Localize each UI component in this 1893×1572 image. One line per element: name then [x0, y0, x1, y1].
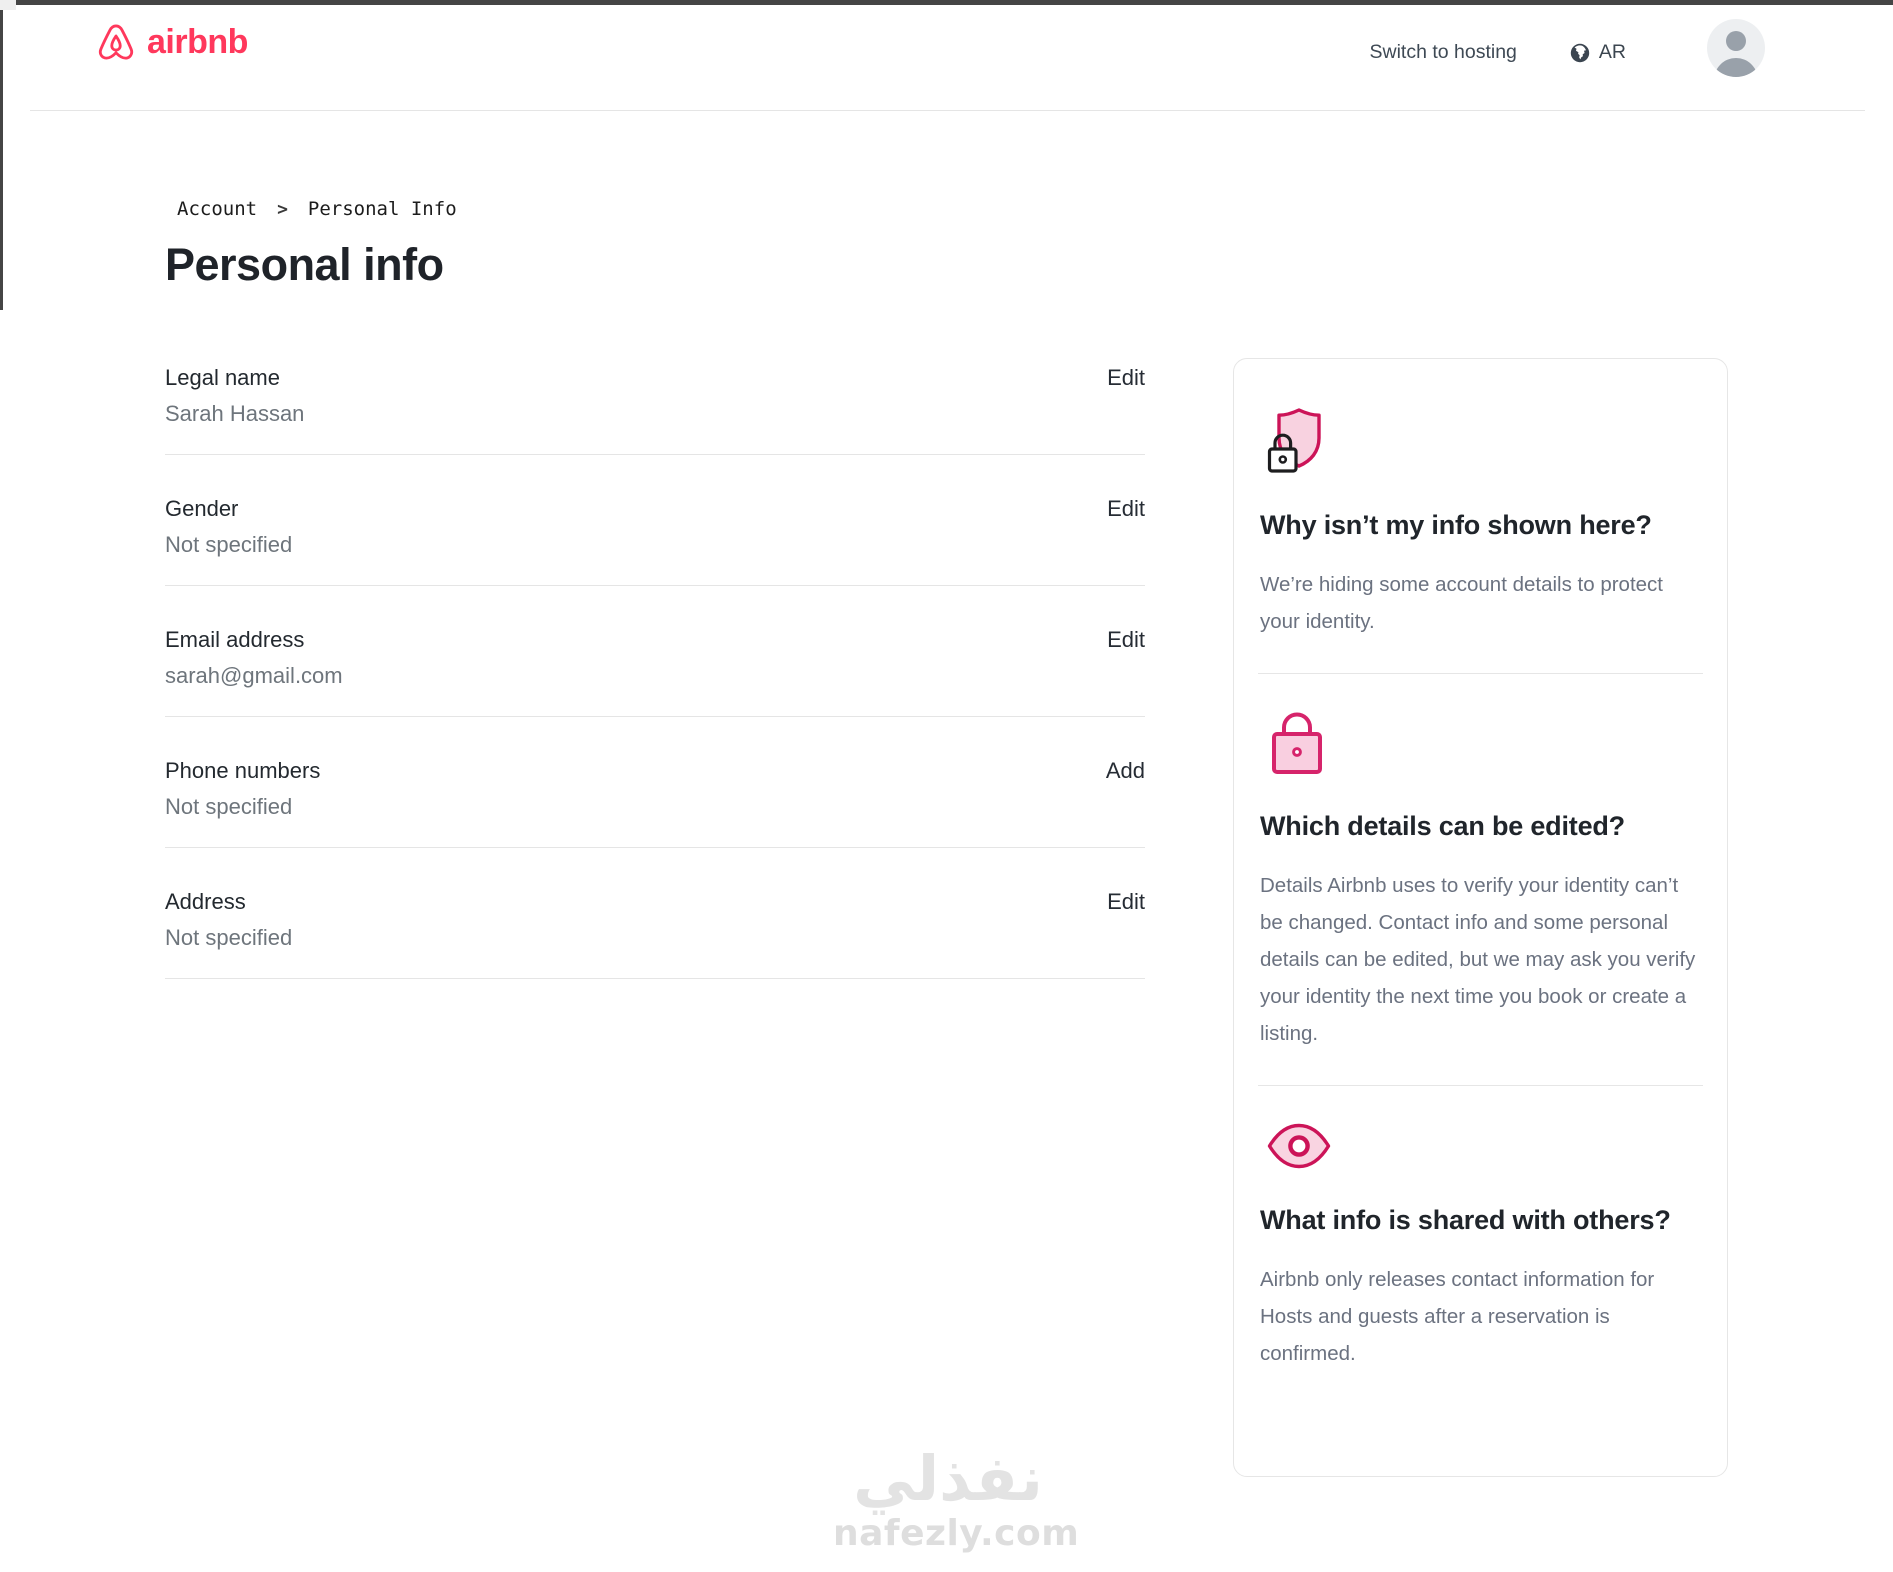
airbnb-logo[interactable]	[88, 19, 248, 65]
window-corner-chip	[0, 0, 16, 10]
add-phone-link[interactable]: Add	[1105, 758, 1145, 783]
edit-email-link[interactable]: Edit	[1107, 627, 1145, 652]
eye-icon	[1266, 1122, 1701, 1170]
field-label: Gender	[165, 496, 239, 521]
watermark-site-text: nafezly.com	[833, 1513, 1080, 1555]
breadcrumb-personal-info[interactable]: Personal Info	[307, 198, 457, 220]
watermark-arabic-text: نفذلي	[853, 1442, 1043, 1515]
field-main	[165, 626, 343, 690]
field-value: Not specified	[165, 532, 293, 557]
info-section-body: Details Airbnb uses to verify your identity can’t be changed. Contact info and some personal details can be edited, but we may ask you verify your identity the next time you book or create a listing.	[1260, 874, 1696, 1045]
chevron-right-icon: >	[277, 198, 288, 220]
field-row-gender	[165, 455, 1145, 586]
header-right	[1369, 27, 1766, 78]
edit-address-link[interactable]: Edit	[1107, 889, 1145, 914]
field-row-legal-name	[165, 324, 1145, 455]
language-code: AR	[1598, 41, 1626, 63]
avatar[interactable]	[1706, 18, 1766, 78]
field-row-address	[165, 848, 1145, 979]
field-row-email	[165, 586, 1145, 717]
field-main	[165, 364, 304, 428]
airbnb-logo-text: airbnb	[147, 22, 248, 61]
airbnb-belo-icon	[94, 19, 138, 65]
field-value: Sarah Hassan	[165, 401, 305, 426]
field-label: Email address	[165, 627, 305, 652]
header	[0, 5, 1893, 111]
info-section-hidden-info	[1258, 359, 1703, 673]
globe-icon	[1569, 42, 1591, 64]
field-main	[165, 757, 320, 821]
field-value: Not specified	[165, 794, 293, 819]
breadcrumb	[177, 198, 1145, 220]
window-left-edge	[0, 0, 3, 310]
switch-to-hosting-link[interactable]: Switch to hosting	[1369, 41, 1517, 63]
info-section-title: What info is shared with others?	[1260, 1205, 1671, 1235]
field-label: Legal name	[165, 365, 280, 390]
info-section-editable-details	[1258, 673, 1703, 1085]
field-label: Phone numbers	[165, 758, 321, 783]
field-value: Not specified	[165, 925, 293, 950]
info-section-shared-info	[1258, 1085, 1703, 1405]
field-label: Address	[165, 889, 246, 914]
fields-list	[165, 324, 1145, 979]
field-row-phone	[165, 717, 1145, 848]
lock-icon	[1266, 710, 1701, 776]
field-value: sarah@gmail.com	[165, 663, 343, 688]
page-title: Personal info	[165, 239, 444, 290]
breadcrumb-account[interactable]: Account	[177, 198, 258, 220]
info-card	[1233, 358, 1728, 1477]
main-content	[165, 111, 1145, 979]
info-section-title: Which details can be edited?	[1260, 811, 1625, 841]
edit-legal-name-link[interactable]: Edit	[1107, 365, 1145, 390]
edit-gender-link[interactable]: Edit	[1107, 496, 1145, 521]
watermark	[833, 1442, 1080, 1555]
window-top-edge	[0, 0, 1893, 5]
field-main	[165, 495, 292, 559]
field-main	[165, 888, 292, 952]
info-section-body: Airbnb only releases contact information for Hosts and guests after a reservation is confirmed.	[1260, 1268, 1655, 1365]
info-section-title: Why isn’t my info shown here?	[1260, 510, 1652, 540]
info-section-body: We’re hiding some account details to protect your identity.	[1260, 573, 1664, 633]
shield-lock-icon	[1266, 407, 1701, 475]
language-selector[interactable]	[1569, 41, 1626, 64]
